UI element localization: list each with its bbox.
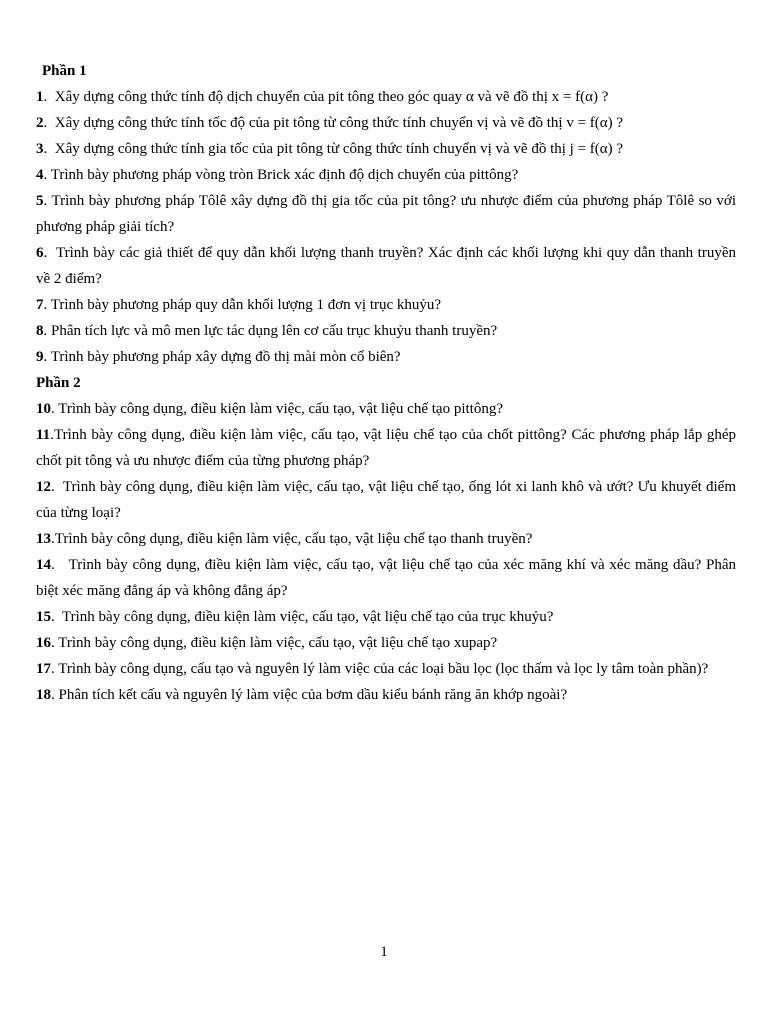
question-text: Trình bày công dụng, điều kiện làm việc, cấu tạo, vật liệu chế tạo, ống lót xi lanh khô và ướt? Ưu khuyết điểm của từng loại? bbox=[36, 479, 737, 521]
page-number: 1 bbox=[380, 944, 388, 960]
question-separator: . bbox=[51, 531, 55, 547]
question-text: Trình bày phương pháp xây dựng đồ thị mài mòn cổ biên? bbox=[50, 349, 401, 365]
question-item bbox=[36, 84, 736, 110]
section-2 bbox=[36, 370, 736, 708]
question-number: 12 bbox=[36, 479, 51, 495]
document-body bbox=[36, 58, 736, 708]
question-item bbox=[36, 604, 736, 630]
question-separator: . bbox=[51, 479, 63, 495]
question-separator: . bbox=[43, 167, 51, 183]
question-separator: . bbox=[43, 245, 56, 261]
question-text: Phân tích lực và mô men lực tác dụng lên cơ cấu trục khuỷu thanh truyền? bbox=[51, 323, 498, 339]
question-item bbox=[36, 656, 736, 682]
question-text: Trình bày công dụng, điều kiện làm việc, cấu tạo, vật liệu chế tạo của chốt pittông? Các phương pháp lắp ghép chốt pit tông và ưu nhược điểm của từng phương pháp? bbox=[36, 427, 736, 469]
question-item bbox=[36, 162, 736, 188]
question-number: 15 bbox=[36, 609, 51, 625]
question-separator: . bbox=[50, 427, 54, 443]
section-1 bbox=[36, 58, 736, 370]
question-item bbox=[36, 682, 736, 708]
section-title: Phần 1 bbox=[42, 63, 87, 79]
question-list bbox=[36, 396, 736, 708]
question-number: 2 bbox=[36, 115, 44, 131]
question-item bbox=[36, 552, 736, 604]
question-item bbox=[36, 136, 736, 162]
question-text: Trình bày công dụng, điều kiện làm việc, cấu tạo, vật liệu chế tạo của xéc măng khí và xéc măng dầu? Phân biệt xéc măng đẳng áp và không đẳng áp? bbox=[36, 557, 737, 599]
question-text: Trình bày công dụng, điều kiện làm việc, cấu tạo, vật liệu chế tạo pittông? bbox=[58, 401, 503, 417]
question-separator: . bbox=[43, 141, 55, 157]
question-separator: . bbox=[51, 401, 59, 417]
question-item bbox=[36, 526, 736, 552]
question-number: 3 bbox=[36, 141, 44, 157]
question-separator: . bbox=[51, 609, 62, 625]
question-number: 1 bbox=[36, 89, 44, 105]
question-separator: . bbox=[43, 193, 52, 209]
question-number: 17 bbox=[36, 661, 51, 677]
question-number: 5 bbox=[36, 193, 44, 209]
question-separator: . bbox=[43, 115, 55, 131]
question-item bbox=[36, 188, 736, 240]
question-number: 13 bbox=[36, 531, 51, 547]
question-text: Trình bày công dụng, điều kiện làm việc, cấu tạo, vật liệu chế tạo xupap? bbox=[58, 635, 498, 651]
question-text: Phân tích kết cấu và nguyên lý làm việc của bơm dầu kiểu bánh răng ăn khớp ngoài? bbox=[58, 687, 568, 703]
question-text: Trình bày phương pháp Tôlê xây dựng đồ thị gia tốc của pit tông? ưu nhược điểm của phương pháp Tôlê so với phương pháp giải tích? bbox=[36, 193, 736, 235]
question-item bbox=[36, 396, 736, 422]
question-separator: . bbox=[43, 89, 55, 105]
question-number: 10 bbox=[36, 401, 51, 417]
question-text: Xây dựng công thức tính độ dịch chuyển của pit tông theo góc quay α và vẽ đồ thị x = f(α) ? bbox=[54, 89, 609, 105]
question-item bbox=[36, 422, 736, 474]
section-title: Phần 2 bbox=[36, 375, 81, 391]
question-separator: . bbox=[51, 661, 59, 677]
question-separator: . bbox=[43, 323, 51, 339]
question-number: 7 bbox=[36, 297, 44, 313]
question-separator: . bbox=[51, 557, 69, 573]
question-number: 14 bbox=[36, 557, 51, 573]
question-text: Trình bày công dụng, điều kiện làm việc, cấu tạo, vật liệu chế tạo của trục khuỷu? bbox=[61, 609, 554, 625]
question-item bbox=[36, 292, 736, 318]
question-number: 9 bbox=[36, 349, 44, 365]
question-text: Trình bày phương pháp quy dẫn khối lượng 1 đơn vị trục khuỷu? bbox=[50, 297, 442, 313]
question-text: Trình bày phương pháp vòng tròn Brick xác định độ dịch chuyển của pittông? bbox=[50, 167, 519, 183]
question-separator: . bbox=[51, 687, 59, 703]
question-text: Xây dựng công thức tính gia tốc của pit tông từ công thức tính chuyển vị và vẽ đồ thị j = f(α) ? bbox=[54, 141, 624, 157]
question-text: Trình bày các giả thiết để quy dẫn khối lượng thanh truyền? Xác định các khối lượng khi quy dẫn thanh truyền về 2 điểm? bbox=[36, 245, 736, 287]
question-text: Trình bày công dụng, điều kiện làm việc, cấu tạo, vật liệu chế tạo thanh truyền? bbox=[54, 531, 533, 547]
question-separator: . bbox=[43, 349, 51, 365]
question-separator: . bbox=[43, 297, 51, 313]
question-number: 18 bbox=[36, 687, 51, 703]
question-number: 16 bbox=[36, 635, 51, 651]
question-text: Trình bày công dụng, cấu tạo và nguyên lý làm việc của các loại bầu lọc (lọc thấm và lọc ly tâm toàn phần)? bbox=[58, 661, 709, 677]
question-number: 6 bbox=[36, 245, 44, 261]
question-number: 11 bbox=[36, 427, 51, 443]
question-item bbox=[36, 630, 736, 656]
question-item bbox=[36, 344, 736, 370]
question-list bbox=[36, 84, 736, 370]
question-separator: . bbox=[51, 635, 59, 651]
question-text: Xây dựng công thức tính tốc độ của pit tông từ công thức tính chuyển vị và vẽ đồ thị v = f(α) ? bbox=[54, 115, 624, 131]
question-item bbox=[36, 318, 736, 344]
question-item bbox=[36, 474, 736, 526]
question-number: 8 bbox=[36, 323, 44, 339]
question-number: 4 bbox=[36, 167, 44, 183]
question-item bbox=[36, 240, 736, 292]
question-item bbox=[36, 110, 736, 136]
